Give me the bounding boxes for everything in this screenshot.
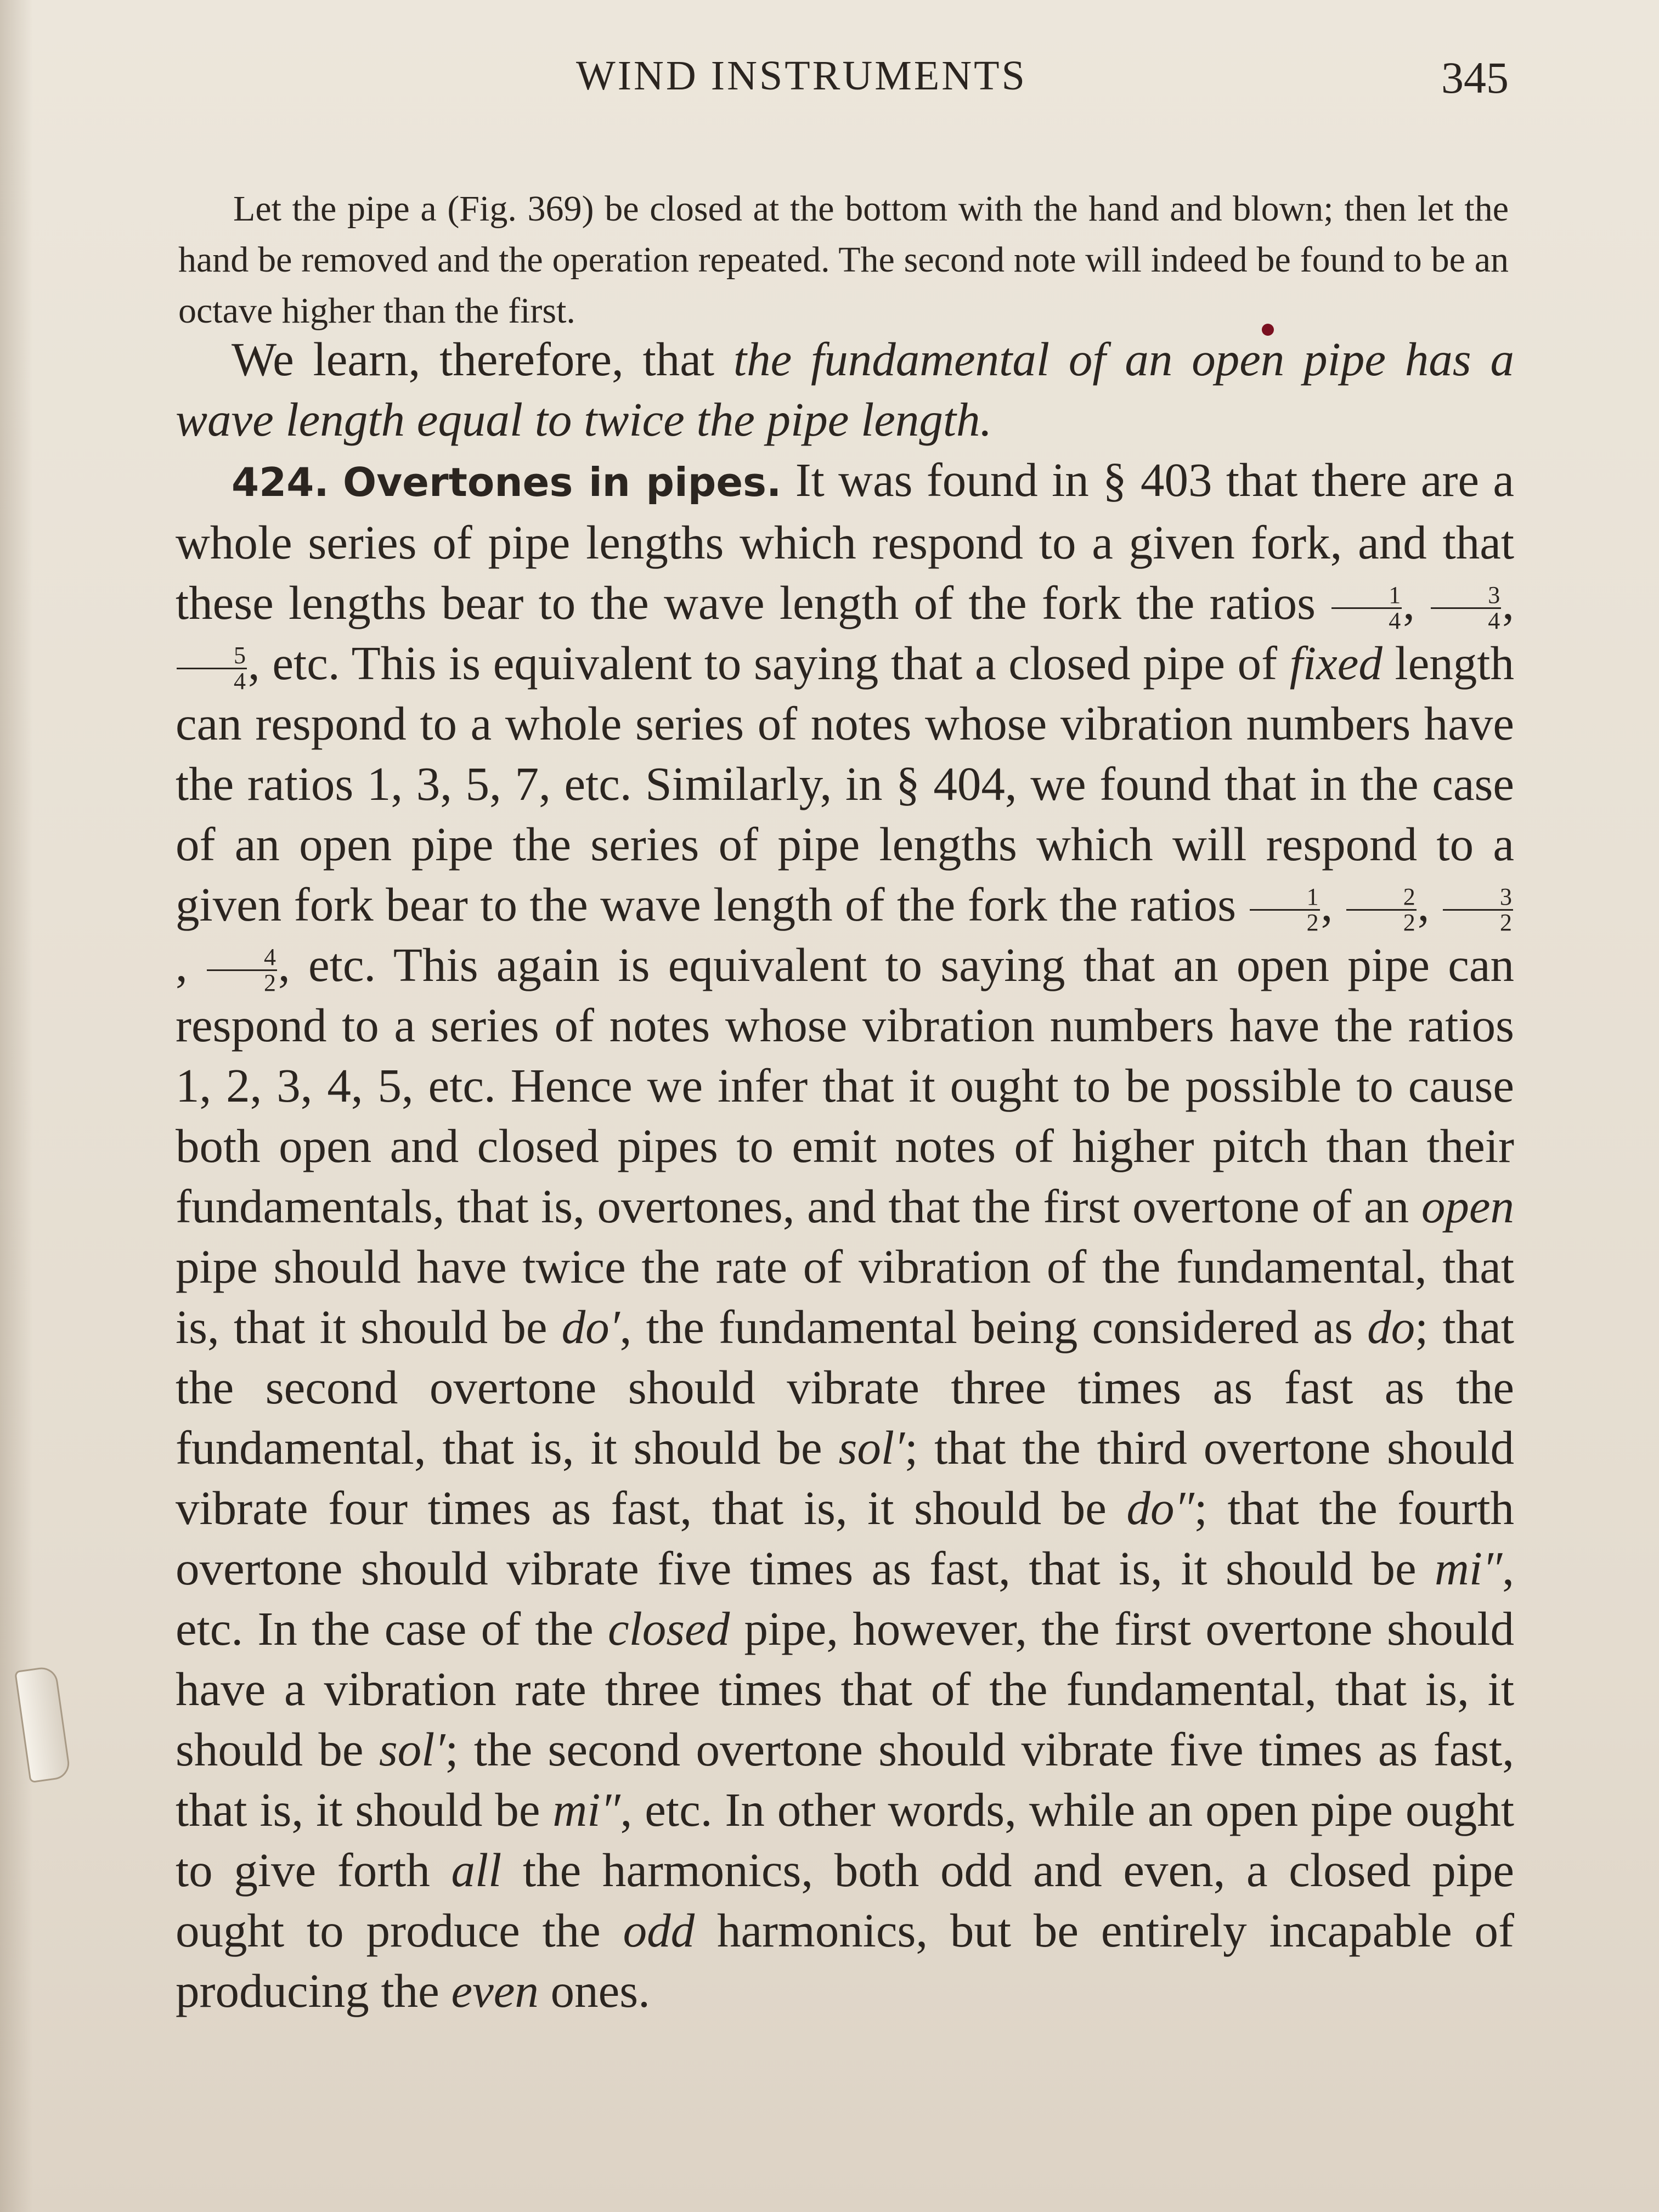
note-do: do bbox=[1367, 1300, 1415, 1353]
fraction bbox=[1250, 885, 1320, 935]
emph-fixed: fixed bbox=[1289, 636, 1383, 690]
note-do2: do″ bbox=[1126, 1481, 1194, 1534]
paragraph-section-424 bbox=[176, 450, 1514, 2021]
note-do1: do′ bbox=[561, 1300, 620, 1353]
fraction-separator: , bbox=[1502, 576, 1515, 629]
fraction-denominator: 2 bbox=[1403, 909, 1415, 936]
fraction-numerator: 4 bbox=[207, 945, 277, 971]
fraction-denominator: 2 bbox=[264, 969, 276, 996]
fraction bbox=[177, 641, 247, 695]
paragraph-conclusion bbox=[176, 329, 1514, 450]
fraction-numerator: 1 bbox=[1250, 885, 1320, 911]
text-segment: It was found in § 403 that there are a whole series of pipe lengths which respond to a given fork, and that these lengths bear to the wave length of the fork the ratios bbox=[176, 453, 1514, 629]
note-mi2-closed: mi″ bbox=[552, 1783, 620, 1836]
fraction bbox=[1431, 583, 1501, 633]
fraction-denominator: 4 bbox=[234, 667, 246, 695]
text-segment: ; that the third overtone should vibrate four times as fast, that is, it should be bbox=[176, 1421, 1514, 1534]
fraction bbox=[207, 945, 277, 995]
fraction-denominator: 2 bbox=[1500, 909, 1512, 936]
text-segment: ones. bbox=[538, 1964, 650, 2017]
fraction bbox=[1331, 583, 1402, 633]
text-segment: , etc. In the case of the bbox=[176, 1542, 1514, 1655]
note-sol1: sol′ bbox=[838, 1421, 905, 1474]
fraction-numerator: 3 bbox=[1431, 583, 1501, 609]
small-print-paragraph: Let the pipe a (Fig. 369) be closed at the bottom with the hand and blown; then let the hand be removed and the operation repeated. The second note will indeed be found to be an octave higher than the first. bbox=[178, 189, 1509, 331]
emph-odd: odd bbox=[623, 1904, 695, 1957]
emph-closed: closed bbox=[607, 1602, 730, 1655]
text-segment: length can respond to a whole series of notes whose vibration numbers have the ratios 1, 3, 5, 7, etc. Similarly, in § 404, we found that in the case of an open pipe the series of pipe lengths which will respond to a given fork bear to the wave length of the fork the ratios bbox=[176, 636, 1514, 931]
emph-even: even bbox=[451, 1964, 539, 2017]
note-mi2: mi″ bbox=[1435, 1542, 1503, 1595]
text-segment: , the fundamental being considered as bbox=[619, 1300, 1368, 1353]
fraction bbox=[1443, 885, 1513, 935]
text-segment: pipe should have twice the rate of vibration of the fundamental, that is, that it should be bbox=[176, 1240, 1514, 1353]
text-segment: , etc. This again is equivalent to saying that an open pipe can respond to a series of notes whose vibration numbers have the ratios 1, 2, 3, 4, 5, etc. Hence we infer that it ought to be possible to cause both open and closed pipes to emit notes of higher pitch than their fundamentals, that is, overtones, and that the first overtone of an bbox=[176, 938, 1514, 1233]
text-segment: pipe, however, the first overtone should have a vibration rate three times that of the fundamental, that is, it should be bbox=[176, 1602, 1514, 1776]
section-title: Overtones in pipes. bbox=[343, 459, 782, 505]
fraction-separator: , bbox=[1403, 576, 1430, 629]
conclusion-lead: We learn, therefore, that bbox=[232, 332, 733, 386]
text-segment: ; the second overtone should vibrate five times as fast, that is, it should be bbox=[176, 1723, 1514, 1836]
page-header bbox=[181, 52, 1509, 101]
fraction-numerator: 3 bbox=[1443, 885, 1513, 911]
fraction-denominator: 4 bbox=[1488, 607, 1500, 634]
fraction-denominator: 2 bbox=[1306, 909, 1319, 936]
fraction-separator: , bbox=[1321, 878, 1345, 931]
fraction-separator: , bbox=[1417, 878, 1442, 931]
section-number: 424. bbox=[232, 459, 329, 505]
emph-open: open bbox=[1421, 1180, 1514, 1233]
fraction-numerator: 1 bbox=[1331, 583, 1402, 609]
fraction-numerator: 2 bbox=[1346, 885, 1417, 911]
emph-all: all bbox=[451, 1843, 502, 1897]
main-text-block bbox=[176, 329, 1514, 2021]
text-segment: harmonics, but be entirely incapable of producing the bbox=[176, 1904, 1514, 2017]
fraction-denominator: 4 bbox=[1389, 607, 1401, 634]
running-head: WIND INSTRUMENTS bbox=[576, 53, 1027, 99]
note-sol1-closed: sol′ bbox=[379, 1723, 445, 1776]
text-segment: , etc. In other words, while an open pipe ought to give forth bbox=[176, 1783, 1514, 1897]
conclusion-emphasis: the fundamental of an open pipe has a wave length equal to twice the pipe length. bbox=[176, 332, 1514, 446]
fraction bbox=[1346, 885, 1417, 935]
text-segment: , etc. This is equivalent to saying that a closed pipe of bbox=[248, 636, 1290, 690]
text-segment: ; that the second overtone should vibrate three times as fast as the fundamental, that is, it should be bbox=[176, 1300, 1514, 1474]
fraction-numerator: 5 bbox=[177, 644, 247, 669]
page-number: 345 bbox=[1441, 53, 1509, 103]
text-segment: ; that the fourth overtone should vibrate five times as fast, that is, it should be bbox=[176, 1481, 1515, 1595]
text-segment: the harmonics, both odd and even, a closed pipe ought to produce the bbox=[176, 1843, 1514, 1957]
page-edge-shadow bbox=[0, 0, 33, 2212]
fraction-separator: , bbox=[176, 938, 206, 991]
